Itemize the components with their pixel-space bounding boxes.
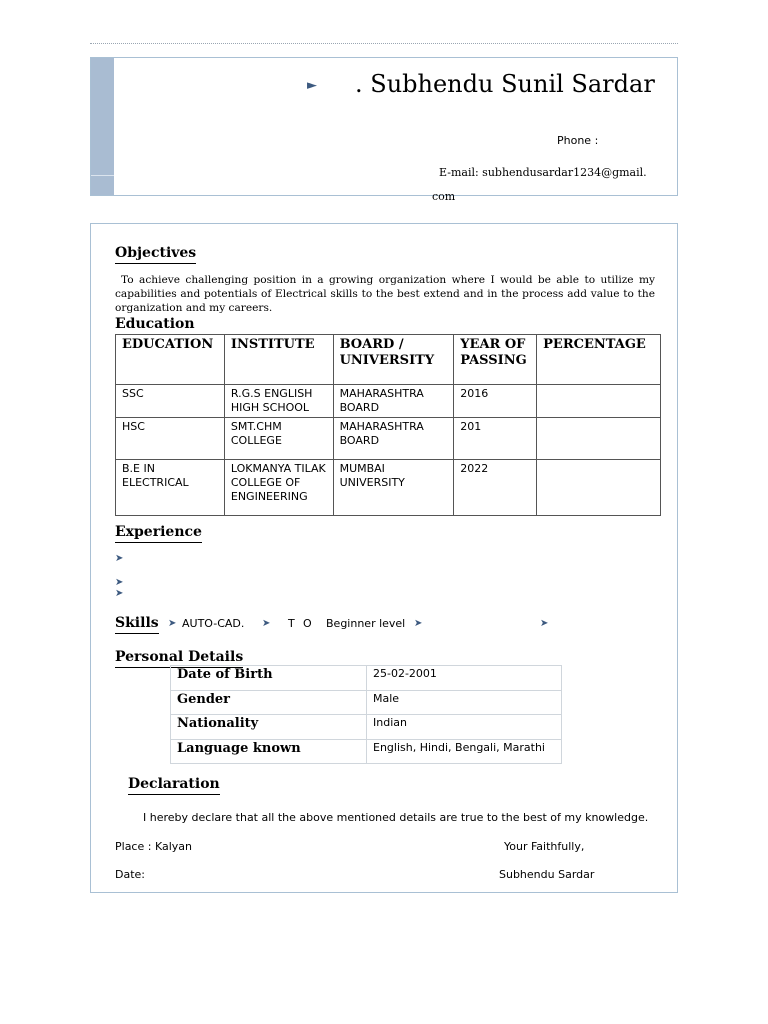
top-divider xyxy=(90,43,678,44)
skill-item: T xyxy=(288,617,295,630)
email-tail: com xyxy=(432,190,456,203)
table-cell: HSC xyxy=(116,418,225,460)
declaration-heading: Declaration xyxy=(128,776,220,795)
column-header: EDUCATION xyxy=(116,335,225,385)
column-header: BOARD / UNIVERSITY xyxy=(333,335,454,385)
skill-level: Beginner level xyxy=(326,617,406,630)
phone-label: Phone : xyxy=(557,134,599,147)
column-header: YEAR OF PASSING xyxy=(454,335,537,385)
detail-value: 25-02-2001 xyxy=(367,666,562,691)
table-row xyxy=(116,418,661,460)
personal-details-table xyxy=(170,665,562,764)
table-cell: SSC xyxy=(116,385,225,418)
objectives-text: To achieve challenging position in a growing organization where I would be able to utilize my capabilities and potentials of Electrical skills to the best extend and in the process add value to the organization and my careers. xyxy=(115,274,655,314)
experience-heading: Experience xyxy=(115,524,202,543)
column-header: INSTITUTE xyxy=(224,335,333,385)
table-cell: 2016 xyxy=(454,385,537,418)
table-cell: B.E IN ELECTRICAL xyxy=(116,460,225,516)
education-table xyxy=(115,334,661,516)
table-cell: SMT.CHM COLLEGE xyxy=(224,418,333,460)
table-cell: 2022 xyxy=(454,460,537,516)
objectives-heading: Objectives xyxy=(115,245,196,264)
detail-value: Male xyxy=(367,690,562,715)
table-cell: MUMBAI UNIVERSITY xyxy=(333,460,454,516)
table-row xyxy=(116,385,661,418)
detail-label: Language known xyxy=(171,739,367,764)
resume-header xyxy=(90,57,678,196)
arrow-bullet-icon: ➤ xyxy=(115,588,124,599)
signature-name: Subhendu Sardar xyxy=(499,868,595,881)
arrow-bullet-icon: ➤ xyxy=(262,618,271,629)
email-line: E-mail: subhendusardar1234@gmail. xyxy=(439,166,647,179)
closing-line: Your Faithfully, xyxy=(504,840,585,853)
table-cell: LOKMANYA TILAK COLLEGE OF ENGINEERING xyxy=(224,460,333,516)
declaration-text: I hereby declare that all the above mentioned details are true to the best of my knowledge. xyxy=(143,811,649,824)
column-header: PERCENTAGE xyxy=(537,335,661,385)
arrow-bullet-icon: ➤ xyxy=(414,618,423,629)
table-row xyxy=(116,460,661,516)
table-row xyxy=(171,666,562,691)
table-cell: R.G.S ENGLISH HIGH SCHOOL xyxy=(224,385,333,418)
table-cell xyxy=(537,460,661,516)
table-row xyxy=(171,690,562,715)
detail-value: English, Hindi, Bengali, Marathi xyxy=(367,739,562,764)
education-heading: Education xyxy=(115,316,195,332)
detail-value: Indian xyxy=(367,715,562,740)
header-accent-band xyxy=(91,58,114,195)
table-cell: 201 xyxy=(454,418,537,460)
detail-label: Gender xyxy=(171,690,367,715)
table-cell: MAHARASHTRA BOARD xyxy=(333,385,454,418)
candidate-name: . Subhendu Sunil Sardar xyxy=(355,70,655,98)
arrow-bullet-icon: ➤ xyxy=(540,618,549,629)
triangle-right-icon: ► xyxy=(307,78,317,93)
date-line: Date: xyxy=(115,868,145,881)
table-row xyxy=(171,715,562,740)
skills-heading: Skills xyxy=(115,615,159,634)
detail-label: Nationality xyxy=(171,715,367,740)
education-header-row xyxy=(116,335,661,385)
table-row xyxy=(171,739,562,764)
detail-label: Date of Birth xyxy=(171,666,367,691)
arrow-bullet-icon: ➤ xyxy=(115,577,124,588)
place-line: Place : Kalyan xyxy=(115,840,192,853)
table-cell: MAHARASHTRA BOARD xyxy=(333,418,454,460)
table-cell xyxy=(537,418,661,460)
skill-item: AUTO-CAD. xyxy=(182,617,245,630)
table-cell xyxy=(537,385,661,418)
arrow-bullet-icon: ➤ xyxy=(115,553,124,564)
arrow-bullet-icon: ➤ xyxy=(168,618,177,629)
skill-item: O xyxy=(303,617,312,630)
personal-details-heading: Personal Details xyxy=(115,649,243,668)
